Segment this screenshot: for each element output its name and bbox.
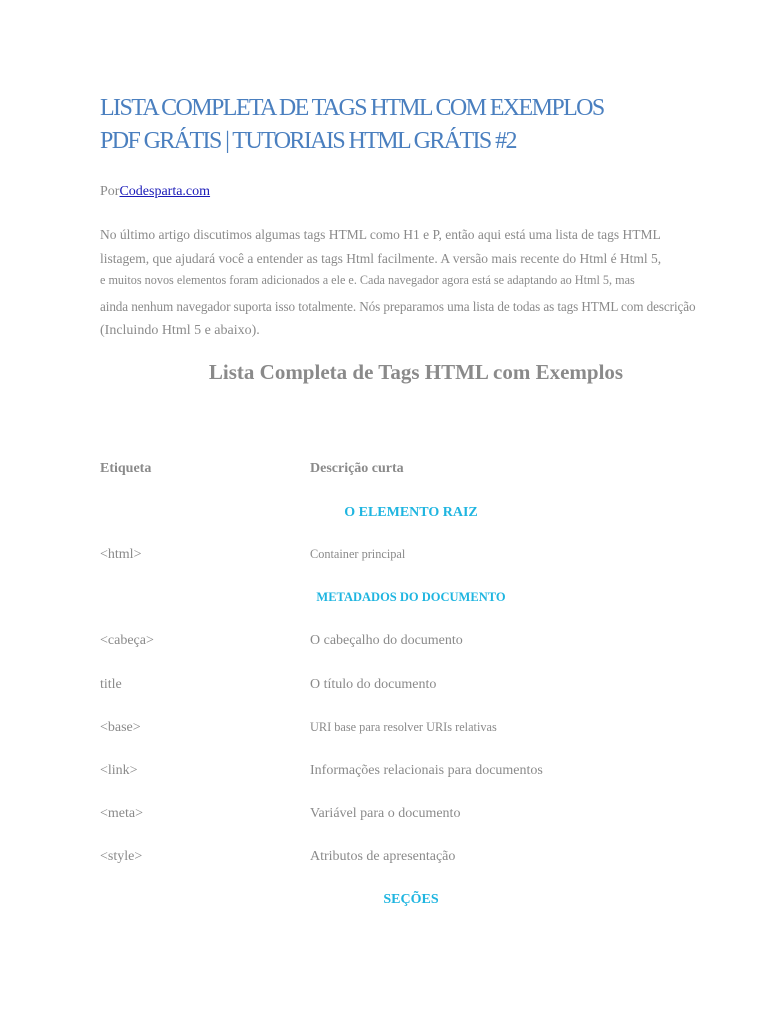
author-link[interactable]: Codesparta.com <box>119 184 211 199</box>
row-desc: O título do documento <box>310 677 437 692</box>
list-subtitle: Lista Completa de Tags HTML com Exemplos <box>208 360 624 384</box>
intro-paragraph <box>100 226 750 344</box>
table-row <box>0 763 768 785</box>
row-tag: <cabeça> <box>100 633 154 648</box>
row-desc: URI base para resolver URIs relativas <box>310 720 497 734</box>
row-tag: title <box>100 677 122 692</box>
byline-prefix: Por <box>100 184 120 199</box>
intro-line: No último artigo discutimos algumas tags HTML como H1 e P, então aqui está uma lista de tags HTML <box>100 227 661 242</box>
row-tag: <meta> <box>100 806 143 821</box>
row-desc: O cabeçalho do documento <box>310 633 463 648</box>
intro-line: ainda nenhum navegador suporta isso totalmente. Nós preparamos uma lista de todas as tags HTML com descrição <box>100 299 696 314</box>
header-desc-column: Descrição curta <box>310 461 404 476</box>
document-title <box>100 92 700 158</box>
table-row <box>0 806 768 828</box>
section-title-metadata: METADADOS DO DOCUMENTO <box>316 590 506 604</box>
table-row <box>0 547 768 569</box>
table-row <box>0 849 768 871</box>
row-desc: Container principal <box>310 547 406 561</box>
row-desc: Informações relacionais para documentos <box>310 763 543 778</box>
table-row <box>0 677 768 699</box>
row-tag: <base> <box>100 720 141 735</box>
table-row <box>0 633 768 655</box>
row-tag: <style> <box>100 849 143 864</box>
section-title-sections: SEÇÕES <box>383 892 439 907</box>
row-desc: Atributos de apresentação <box>310 849 456 864</box>
intro-line: (Incluindo Html 5 e abaixo). <box>100 323 260 338</box>
row-desc: Variável para o documento <box>310 806 461 821</box>
row-tag: <html> <box>100 547 142 562</box>
byline <box>100 184 210 200</box>
title-line-1: LISTA COMPLETA DE TAGS HTML COM EXEMPLOS <box>100 95 604 121</box>
header-tag-column: Etiqueta <box>100 461 152 476</box>
table-header-row <box>0 461 768 483</box>
intro-line: e muitos novos elementos foram adicionados a ele e. Cada navegador agora está se adaptando ao Html 5, mas <box>100 273 635 287</box>
row-tag: <link> <box>100 763 138 778</box>
title-line-2: PDF GRÁTIS | TUTORIAIS HTML GRÁTIS #2 <box>100 128 516 154</box>
intro-line: listagem, que ajudará você a entender as tags Html facilmente. A versão mais recente do Html é Html 5, <box>100 251 662 266</box>
table-row <box>0 720 768 742</box>
section-title-root: O ELEMENTO RAIZ <box>344 505 478 520</box>
